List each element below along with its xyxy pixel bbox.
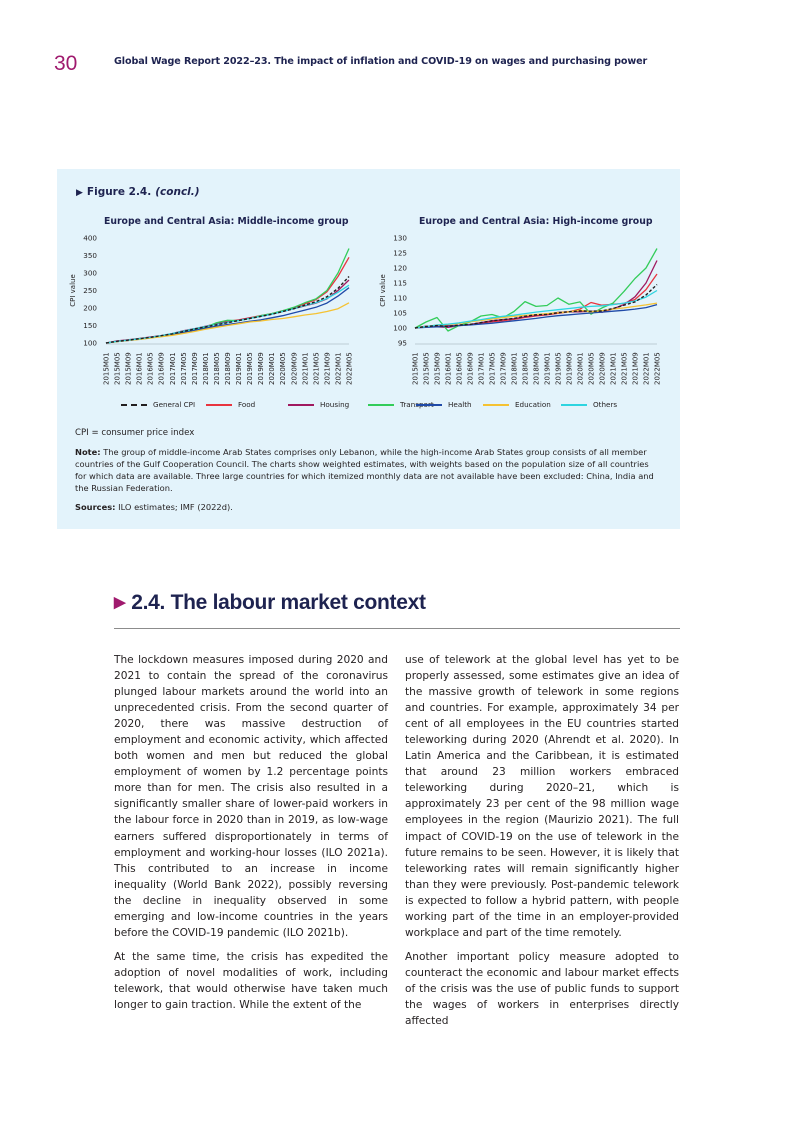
legend-item: [288, 400, 349, 409]
y-tick-label: 100: [83, 338, 97, 348]
x-tick-label: 2016M09: [157, 352, 166, 385]
figure-label: Figure 2.4.: [86, 186, 152, 198]
legend-item: [483, 400, 551, 409]
legend-swatch: [206, 404, 232, 406]
x-tick-label: 2020M01: [268, 352, 277, 385]
x-tick-label: 2015M01: [411, 352, 420, 385]
x-tick-label: 2020M09: [598, 352, 607, 385]
series-line-general-cpi: [106, 277, 349, 344]
x-tick-label: 2020M09: [290, 352, 299, 385]
body-paragraph: Another important policy measure adopted to counteract the economic and labour market effects of the crisis was the use of public funds to support the wages of workers in enterprises directly affected: [405, 950, 679, 1028]
cpi-line-charts: [57, 228, 680, 398]
x-tick-label: 2016M01: [444, 352, 453, 385]
legend-label: Transport: [400, 400, 434, 409]
y-tick-label: 250: [83, 286, 97, 295]
y-tick-label: 125: [393, 248, 407, 258]
x-tick-label: 2017M09: [499, 352, 508, 385]
y-tick-label: 150: [83, 321, 97, 330]
y-tick-label: 110: [393, 293, 407, 303]
legend-item: [416, 400, 472, 409]
x-tick-label: 2015M09: [124, 352, 133, 385]
x-tick-label: 2019M01: [543, 352, 552, 385]
y-tick-label: 115: [393, 278, 407, 288]
x-tick-label: 2021M05: [620, 352, 629, 385]
x-tick-label: 2016M01: [135, 352, 144, 385]
legend-item: [121, 400, 195, 409]
figure-sources: [75, 502, 233, 512]
x-tick-label: 2021M09: [631, 352, 640, 385]
figure-suffix: (concl.): [155, 186, 200, 198]
chart-legend: [118, 400, 658, 412]
x-tick-label: 2018M05: [212, 352, 221, 385]
figure-abbreviation: CPI = consumer price index: [75, 428, 195, 438]
x-tick-label: 2019M09: [257, 352, 266, 385]
legend-swatch: [416, 404, 442, 406]
x-tick-label: 2015M05: [422, 352, 431, 385]
series-line-transport: [106, 249, 349, 344]
x-tick-label: 2021M01: [609, 352, 618, 385]
x-tick-label: 2021M05: [312, 352, 321, 385]
body-paragraph: The lockdown measures imposed during 2020 and 2021 to contain the spread of the coronavirus plunged labour markets around the world into an unprecedented crisis. From the second quarter of 2020, there was massive destruction of employment and economic activity, which affected both women and men but reduced the global employment of women by 1.2 percentage points more than for men. The crisis also resulted in a significantly smaller share of lower-paid workers in the labour force in 2020 than in 2019, as low-wage earners suffered disproportionately in terms of employment and working-hour losses (ILO 2021a). This contributed to an increase in income inequality (World Bank 2022), possibly reversing the decline in inequality observed in some emerging and low-income countries in the years before the COVID-19 pandemic (ILO 2021b).: [114, 654, 388, 939]
x-tick-label: 2015M05: [113, 352, 122, 385]
legend-swatch: [561, 404, 587, 406]
x-tick-label: 2018M01: [201, 352, 210, 385]
page-number: 30: [54, 52, 78, 75]
x-tick-label: 2022M05: [345, 352, 354, 385]
y-tick-label: 400: [83, 233, 97, 243]
y-tick-label: 100: [393, 323, 407, 333]
note-text: The group of middle-income Arab States comprises only Lebanon, while the high-income Arab States group consists of all member countries of the Gulf Cooperation Council. The charts show weighted estimates, with weights based on the population size of all countries for which data are available. Three large countries for which itemized monthly data are not available have been excluded: China, India and the Russian Federation.: [75, 447, 654, 493]
legend-label: Health: [448, 400, 472, 409]
body-column-right: [405, 652, 679, 1037]
x-tick-label: 2019M05: [554, 352, 563, 385]
x-tick-label: 2020M05: [587, 352, 596, 385]
body-column-left: [114, 652, 388, 1021]
legend-swatch: [288, 404, 314, 406]
x-tick-label: 2020M01: [576, 352, 585, 385]
y-axis-label: CPI value: [69, 274, 77, 307]
legend-item: [561, 400, 617, 409]
x-tick-label: 2022M01: [642, 352, 651, 385]
x-tick-label: 2021M09: [323, 352, 332, 385]
section-divider: [114, 628, 680, 629]
series-line-others: [415, 291, 657, 329]
x-tick-label: 2021M01: [301, 352, 310, 385]
sources-label: Sources:: [75, 502, 116, 512]
x-tick-label: 2016M05: [455, 352, 464, 385]
x-tick-label: 2017M05: [488, 352, 497, 385]
y-axis-label: CPI value: [379, 274, 387, 307]
x-tick-label: 2018M09: [532, 352, 541, 385]
y-tick-label: 105: [393, 308, 407, 318]
y-tick-label: 300: [83, 268, 97, 278]
y-tick-label: 120: [393, 263, 407, 273]
x-tick-label: 2020M05: [279, 352, 288, 385]
y-tick-label: 200: [83, 303, 97, 313]
sources-text: ILO estimates; IMF (2022d).: [118, 502, 233, 512]
x-tick-label: 2016M09: [466, 352, 475, 385]
legend-item: [206, 400, 255, 409]
x-tick-label: 2019M09: [565, 352, 574, 385]
x-tick-label: 2022M01: [334, 352, 343, 385]
y-tick-label: 130: [393, 233, 407, 243]
x-tick-label: 2018M05: [521, 352, 530, 385]
figure-note: [75, 446, 660, 494]
x-tick-label: 2016M05: [146, 352, 155, 385]
chart-title-middle-income: Europe and Central Asia: Middle-income group: [104, 216, 349, 227]
x-tick-label: 2017M09: [190, 352, 199, 385]
x-tick-label: 2017M01: [477, 352, 486, 385]
legend-swatch: [121, 404, 147, 406]
legend-label: Education: [515, 400, 551, 409]
note-label: Note:: [75, 447, 101, 457]
x-tick-label: 2015M01: [102, 352, 111, 385]
body-paragraph: use of telework at the global level has yet to be properly assessed, some estimates give an idea of the massive growth of telework in some regions and countries. For example, approximately 34 per cent of all employees in the EU countries started teleworking during 2020 (Ahrendt et al. 2020). In Latin America and the Caribbean, it is estimated that around 23 million workers embraced teleworking during 2020–21, which is approximately 23 per cent of the 98 million wage employees in the region (Maurizio 2021). The full impact of COVID-19 on the use of telework in the future remains to be seen. However, it is likely that teleworking rates will remain significantly higher than they were previously. Post-pandemic telework is expected to follow a hybrid pattern, with people working part of the time in an employer-provided workplace and part of the time remotely.: [405, 654, 679, 939]
series-line-housing: [106, 280, 349, 343]
x-tick-label: 2022M05: [653, 352, 662, 385]
running-head: Global Wage Report 2022–23. The impact of inflation and COVID-19 on wages and purchasing power: [114, 56, 648, 67]
y-tick-label: 95: [397, 338, 407, 348]
x-tick-label: 2015M09: [433, 352, 442, 385]
figure-title: [76, 186, 200, 198]
legend-label: Others: [593, 400, 618, 409]
triangle-bullet-icon: ▶: [114, 594, 126, 611]
x-tick-label: 2018M01: [510, 352, 519, 385]
legend-label: Housing: [320, 400, 350, 409]
series-line-health: [106, 288, 349, 343]
legend-swatch: [483, 404, 509, 406]
x-tick-label: 2019M05: [246, 352, 255, 385]
section-heading: [114, 591, 426, 615]
x-tick-label: 2019M01: [235, 352, 244, 385]
body-paragraph: At the same time, the crisis has expedited the adoption of novel modalities of work, including telework, that would otherwise have taken much longer to gain traction. While the extent of the: [114, 950, 388, 1011]
legend-label: General CPI: [153, 400, 196, 409]
x-tick-label: 2017M01: [168, 352, 177, 385]
section-title: 2.4. The labour market context: [131, 591, 426, 614]
series-line-food: [415, 274, 657, 328]
legend-label: Food: [238, 400, 256, 409]
chart-title-high-income: Europe and Central Asia: High-income group: [419, 216, 653, 227]
legend-swatch: [368, 404, 394, 406]
x-tick-label: 2018M09: [224, 352, 232, 385]
y-tick-label: 350: [83, 251, 97, 260]
x-tick-label: 2017M05: [179, 352, 188, 385]
triangle-bullet-icon: ▶: [76, 188, 83, 198]
